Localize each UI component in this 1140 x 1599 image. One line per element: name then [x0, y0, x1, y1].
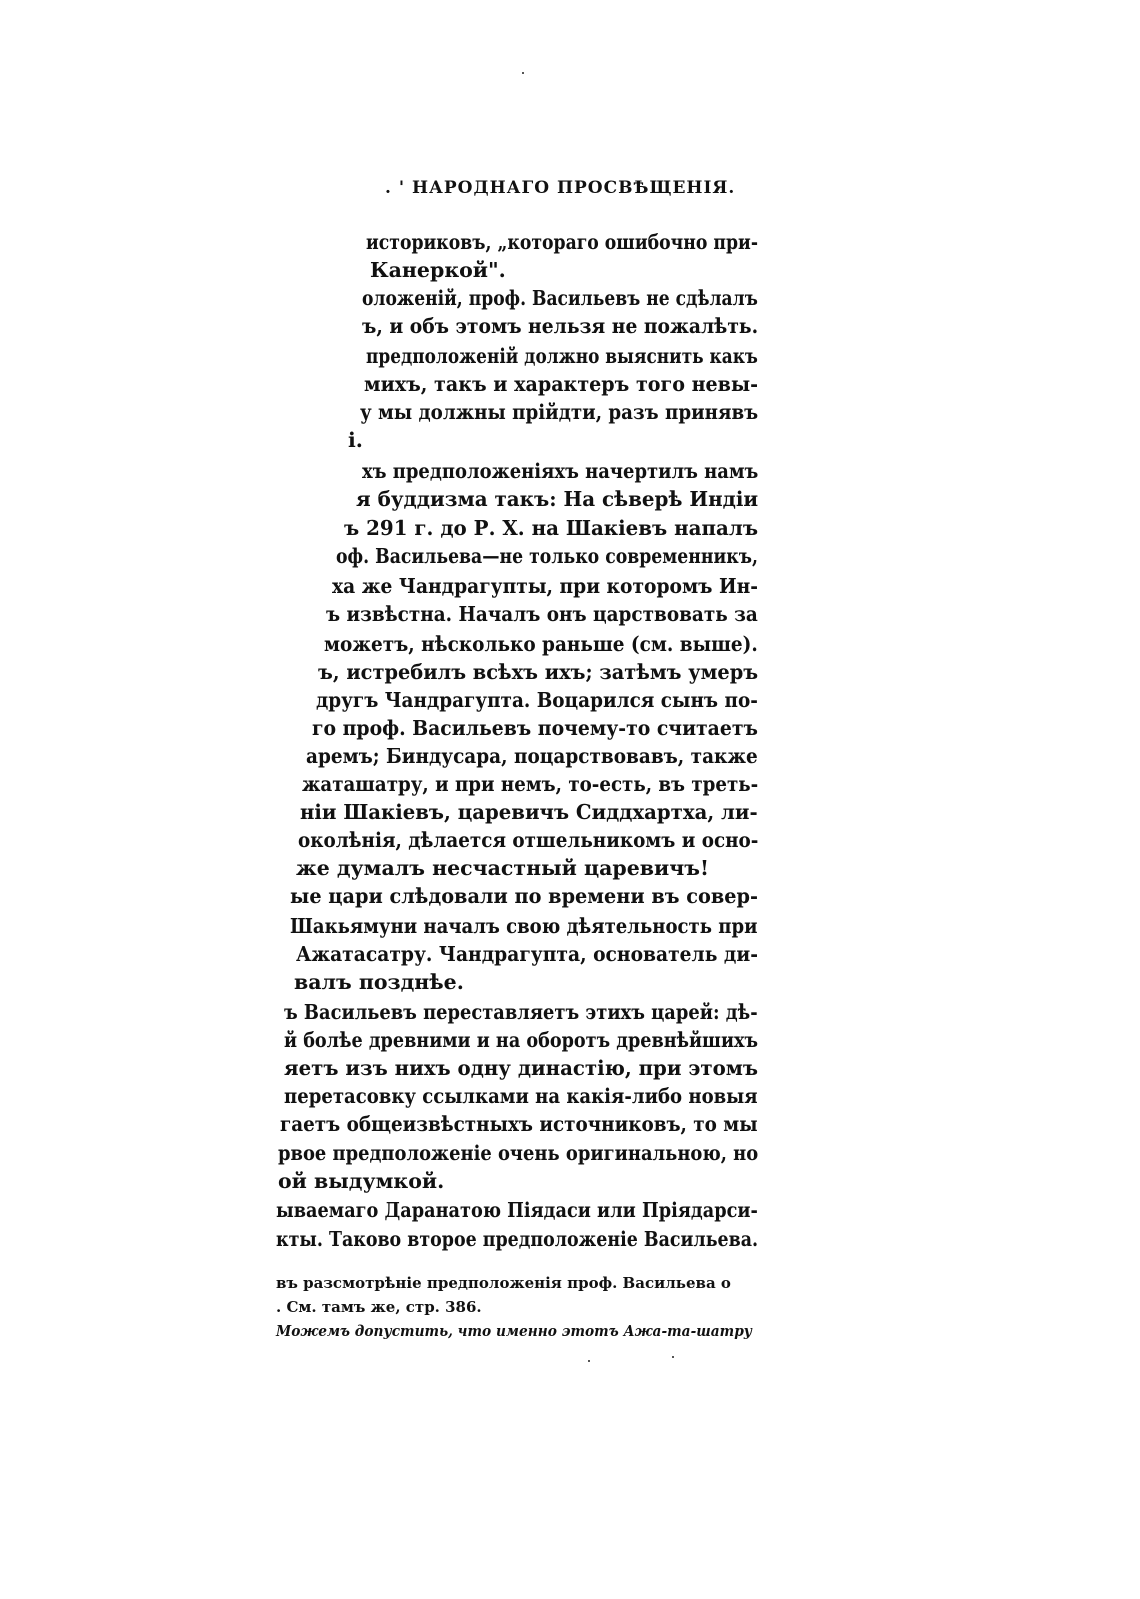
body-line: можетъ, нѣсколько раньше (см. выше).: [324, 632, 758, 656]
body-line: ъ, и объ этомъ нельзя не пожалѣть.: [362, 314, 759, 338]
body-line: го проф. Васильевъ почему-то считаетъ: [312, 716, 758, 740]
footnote-line: Можемъ допустить, что именно этотъ Ажа-та-шатру: [276, 1322, 753, 1340]
body-line: і.: [348, 428, 363, 452]
body-line: ъ Васильевъ переставляетъ этихъ царей: дѣ-: [284, 1000, 758, 1024]
footnote-line: въ разсмотрѣніе предположенія проф. Васильева о: [276, 1274, 731, 1292]
body-line: Ажатасатру. Чандрагупта, основатель ди-: [296, 942, 758, 966]
body-line: другъ Чандрагупта. Воцарился сынъ по-: [316, 688, 758, 712]
running-header: . ' НАРОДНАГО ПРОСВѢЩЕНІЯ.: [385, 178, 736, 198]
body-line: ъ, истребилъ всѣхъ ихъ; затѣмъ умеръ: [318, 660, 759, 684]
body-line: оложеній, проф. Васильевъ не сдѣлалъ: [362, 286, 758, 310]
body-line: ха же Чандрагупты, при которомъ Ин-: [332, 574, 758, 598]
body-line: михъ, такъ и характеръ того невы-: [364, 372, 759, 396]
body-line: у мы должны прійдти, разъ принявъ: [360, 400, 759, 424]
body-line: яетъ изъ нихъ одну династію, при этомъ: [284, 1056, 759, 1080]
footnote-line: . См. тамъ же, стр. 386.: [276, 1298, 482, 1316]
body-line: я буддизма такъ: На сѣверѣ Индіи: [356, 487, 759, 511]
scan-speck: [588, 1360, 590, 1362]
body-line: ые цари слѣдовали по времени въ совер-: [290, 884, 759, 908]
body-line: предположеній должно выяснить какъ: [366, 344, 758, 368]
body-line: рвое предположеніе очень оригинальною, но: [278, 1141, 759, 1165]
body-line: жаташатру, и при немъ, то-есть, въ треть-: [302, 772, 759, 796]
body-line: ой выдумкой.: [278, 1169, 445, 1193]
body-line: оф. Васильева—не только современникъ,: [336, 544, 759, 568]
body-line: Шакьямуни началъ свою дѣятельность при: [290, 914, 758, 938]
body-line: перетасовку ссылками на какія-либо новыя: [284, 1084, 758, 1108]
body-line: й болѣе древними и на оборотъ древнѣйшихъ: [284, 1028, 759, 1052]
body-line: Канеркой".: [370, 258, 506, 282]
body-line: ъ извѣстна. Началъ онъ царствовать за: [326, 602, 758, 626]
body-line: историковъ, „котораго ошибочно при-: [366, 230, 758, 254]
body-line: кты. Таково второе предположеніе Васильева.: [276, 1227, 759, 1251]
body-line: гаетъ общеизвѣстныхъ источниковъ, то мы: [280, 1112, 758, 1136]
scan-speck: [672, 1356, 674, 1358]
body-line: же думалъ несчастный царевичъ!: [296, 856, 709, 880]
body-line: аремъ; Биндусара, поцарствовавъ, также: [306, 744, 758, 768]
body-line: ываемаго Даранатою Піядаси или Пріядарси-: [276, 1198, 758, 1222]
body-line: ъ 291 г. до Р. Х. на Шакіевъ напалъ: [344, 516, 759, 540]
scan-speck: [522, 72, 524, 74]
body-line: околѣнія, дѣлается отшельникомъ и осно-: [298, 828, 759, 852]
body-line: ніи Шакіевъ, царевичъ Сиддхартха, ли-: [300, 800, 758, 824]
body-line: хъ предположеніяхъ начертилъ намъ: [362, 459, 759, 483]
body-line: валъ позднѣе.: [294, 970, 464, 994]
